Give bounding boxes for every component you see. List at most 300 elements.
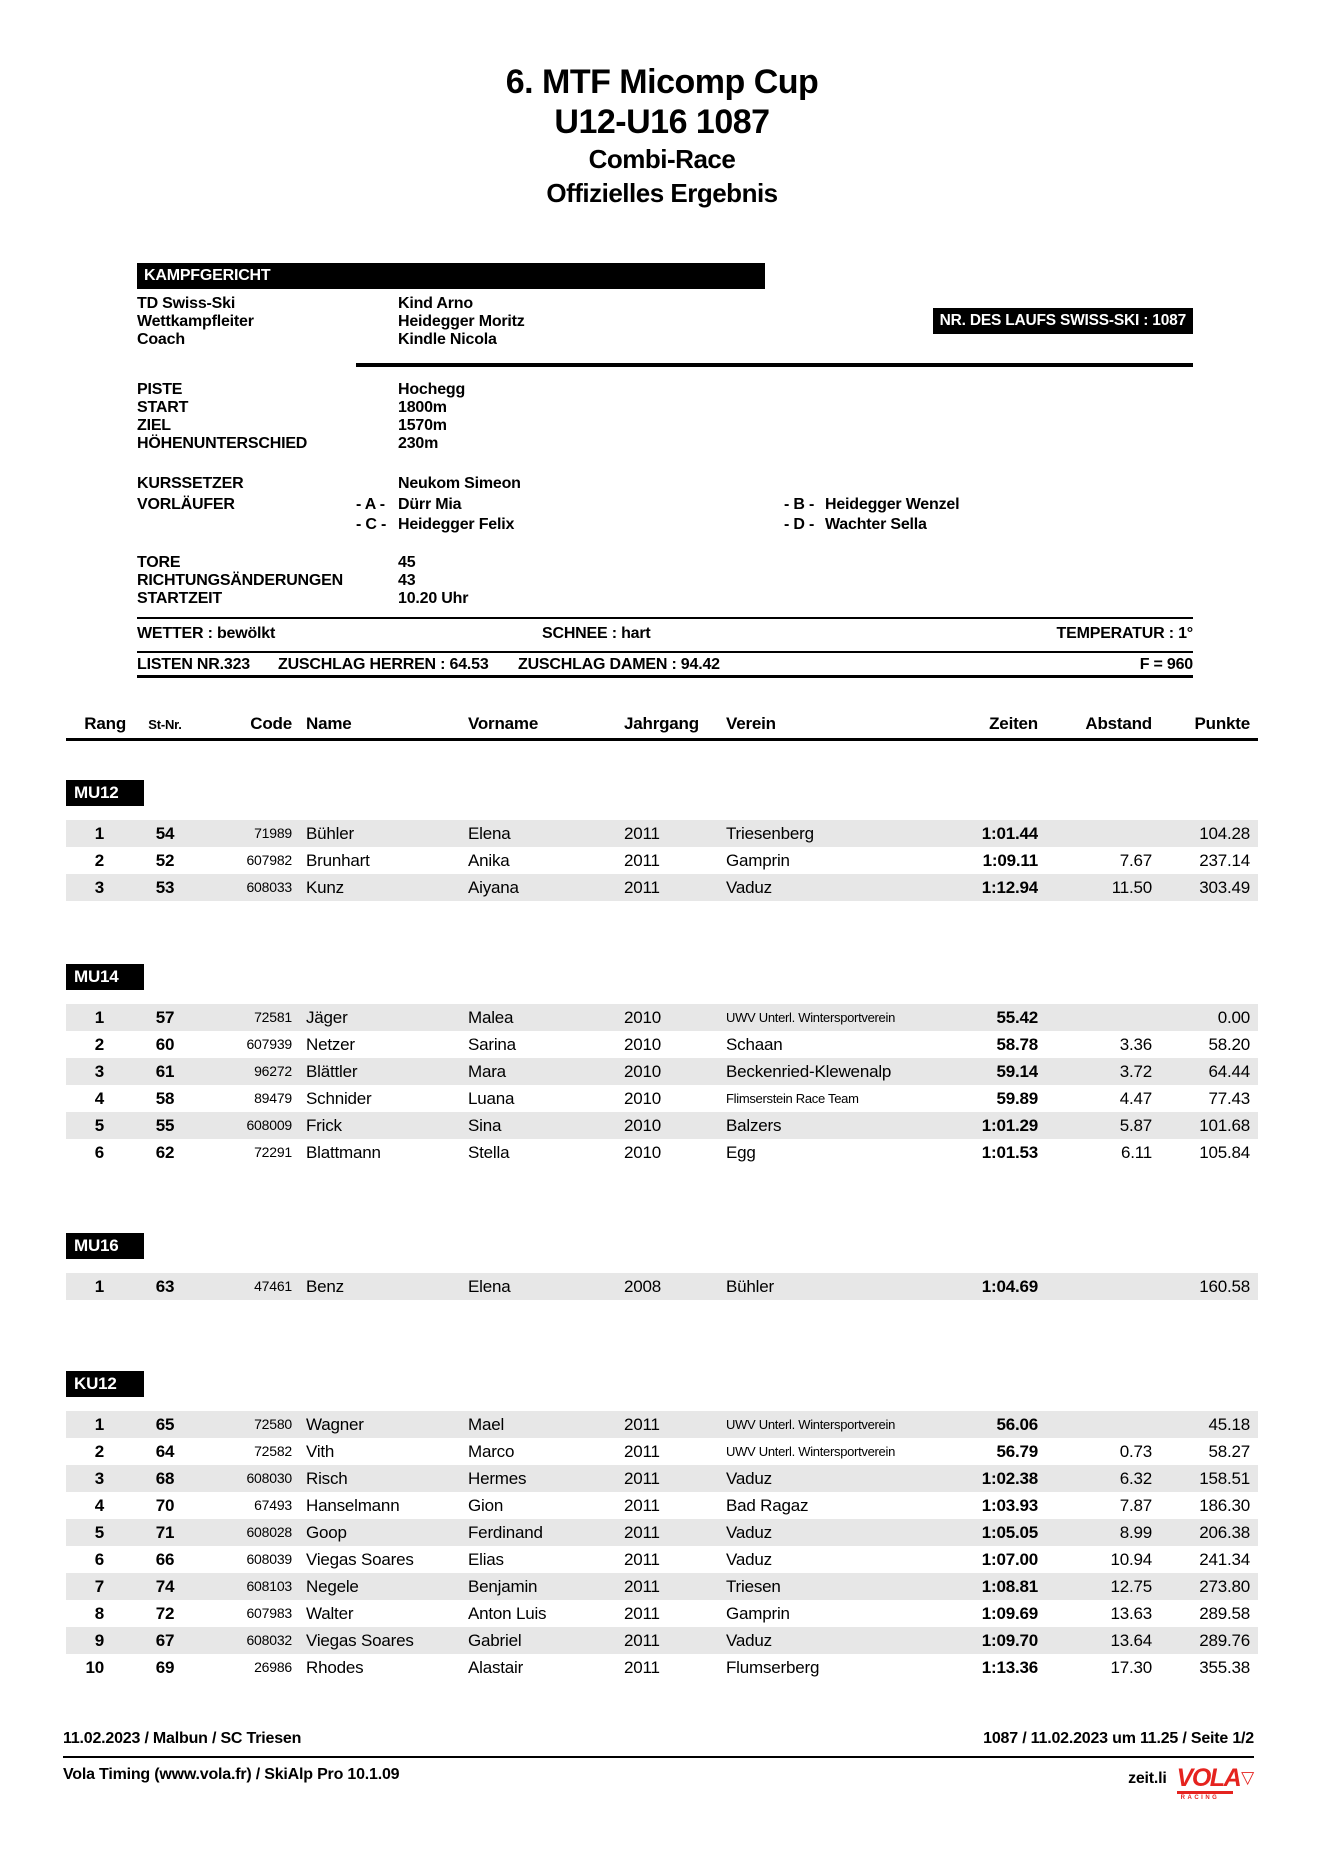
cell-name: Hanselmann — [306, 1496, 400, 1515]
table-row — [66, 1600, 1258, 1627]
cell-points: 206.38 — [1199, 1523, 1250, 1542]
cell-code: 608009 — [246, 1117, 292, 1133]
cell-name: Blättler — [306, 1062, 358, 1081]
gates-value: 43 — [398, 572, 416, 589]
cell-gap: 17.30 — [1110, 1658, 1152, 1677]
course-value: 1570m — [398, 417, 447, 434]
title-block — [0, 62, 1324, 210]
table-row — [66, 1519, 1258, 1546]
column-header-rank: Rang — [84, 714, 126, 733]
cell-points: 303.49 — [1199, 878, 1250, 897]
cell-time: 56.79 — [996, 1442, 1038, 1461]
conditions-top-rule — [137, 617, 1193, 619]
table-row — [66, 1438, 1258, 1465]
zeitli-label: zeit.li — [1128, 1770, 1167, 1787]
jury-row — [137, 295, 1193, 313]
cell-firstname: Ferdinand — [468, 1523, 543, 1542]
forerunner-name: Dürr Mia — [398, 496, 462, 513]
footer-line-2 — [63, 1766, 1254, 1800]
course-label: START — [137, 399, 189, 416]
jury-role-label: Wettkampfleiter — [137, 313, 254, 330]
gates-row — [137, 572, 1193, 590]
vola-logo-triangle-icon: ▽ — [1241, 1768, 1254, 1787]
cell-gap: 8.99 — [1119, 1523, 1152, 1542]
event-title: 6. MTF Micomp Cup — [505, 63, 819, 101]
jury-person-name: Kindle Nicola — [398, 331, 497, 348]
cell-gap — [1038, 1273, 1152, 1300]
cell-year: 2011 — [624, 1604, 660, 1623]
cell-gap — [1038, 1411, 1152, 1438]
gates-label: RICHTUNGSÄNDERUNGEN — [137, 572, 343, 589]
cell-gap: 3.72 — [1119, 1062, 1152, 1081]
jury-rows — [137, 295, 1193, 349]
cell-club: Egg — [726, 1143, 756, 1162]
cell-year: 2011 — [624, 1577, 660, 1596]
cell-club: Triesen — [726, 1577, 781, 1596]
race-type-title: Combi-Race — [588, 144, 736, 174]
cell-rank: 8 — [94, 1604, 104, 1623]
cell-rank: 3 — [94, 878, 104, 897]
cell-firstname: Mael — [468, 1415, 505, 1434]
cell-year: 2011 — [624, 878, 660, 897]
jury-row — [137, 313, 1193, 331]
forerunner-row-1 — [137, 495, 1193, 515]
cell-name: Blattmann — [306, 1143, 381, 1162]
cell-time: 1:05.05 — [981, 1523, 1038, 1542]
cell-firstname: Elena — [468, 824, 511, 843]
cell-year: 2011 — [624, 1631, 660, 1650]
cell-points: 289.58 — [1199, 1604, 1250, 1623]
cell-points: 241.34 — [1199, 1550, 1250, 1569]
forerunner-label: VORLÄUFER — [137, 496, 235, 513]
cell-name: Bühler — [306, 824, 354, 843]
cell-time: 1:01.53 — [981, 1143, 1038, 1162]
vola-logo-text: VOLA — [1176, 1764, 1241, 1792]
forerunner-name: Heidegger Wenzel — [825, 496, 960, 513]
cell-club: Vaduz — [726, 1550, 772, 1569]
temperature-value: TEMPERATUR : 1° — [1056, 625, 1193, 642]
footer-line-1 — [63, 1729, 1254, 1749]
cell-bib: 52 — [155, 851, 175, 870]
cell-firstname: Gion — [468, 1496, 504, 1515]
penalty-women: ZUSCHLAG DAMEN : 94.42 — [518, 656, 720, 673]
cell-firstname: Anika — [468, 851, 510, 870]
cell-club: Flumserberg — [726, 1658, 820, 1677]
category-badge: MU16 — [66, 1233, 144, 1259]
cell-year: 2010 — [624, 1143, 662, 1162]
section-rows — [66, 1273, 1258, 1300]
cell-time: 1:04.69 — [981, 1277, 1038, 1296]
cell-bib: 69 — [155, 1658, 175, 1677]
cell-gap: 0.73 — [1119, 1442, 1152, 1461]
column-header-name: Name — [306, 714, 352, 733]
cell-club: Schaan — [726, 1035, 783, 1054]
cell-time: 59.14 — [996, 1062, 1038, 1081]
cell-rank: 6 — [94, 1143, 104, 1162]
cell-rank: 2 — [94, 1442, 104, 1461]
jury-role-label: Coach — [137, 331, 185, 348]
cell-bib: 74 — [155, 1577, 175, 1596]
cell-points: 158.51 — [1199, 1469, 1250, 1488]
cell-year: 2011 — [624, 1415, 660, 1434]
cell-time: 55.42 — [996, 1008, 1038, 1027]
course-row — [137, 435, 1193, 453]
cell-code: 608032 — [246, 1632, 292, 1648]
footer-branding — [1128, 1766, 1254, 1802]
cell-gap: 13.63 — [1110, 1604, 1152, 1623]
cell-points: 101.68 — [1199, 1116, 1250, 1135]
result-section-mu16 — [66, 1233, 1258, 1300]
cell-time: 1:02.38 — [981, 1469, 1038, 1488]
cell-time: 1:07.00 — [981, 1550, 1038, 1569]
cell-time: 1:09.11 — [982, 851, 1038, 870]
table-row — [66, 1492, 1258, 1519]
cell-rank: 1 — [94, 1415, 104, 1434]
gates-row — [137, 590, 1193, 608]
forerunner-key: - A - — [356, 496, 385, 513]
table-row — [66, 1546, 1258, 1573]
section-rows — [66, 1004, 1258, 1166]
cell-bib: 71 — [155, 1523, 175, 1542]
column-header-firstname: Vorname — [468, 714, 539, 733]
cell-name: Walter — [306, 1604, 354, 1623]
cell-time: 58.78 — [996, 1035, 1038, 1054]
column-header-year: Jahrgang — [624, 714, 699, 733]
category-badge: KU12 — [66, 1371, 144, 1397]
vola-logo — [1177, 1766, 1254, 1802]
gates-rows — [137, 554, 1193, 608]
cell-rank: 3 — [94, 1062, 104, 1081]
cell-year: 2010 — [624, 1089, 662, 1108]
cell-gap: 4.47 — [1119, 1089, 1152, 1108]
course-setter-row — [137, 475, 1193, 493]
vola-logo-racing-text: RACING — [1177, 1791, 1233, 1802]
cell-code: 71989 — [254, 825, 292, 841]
course-row — [137, 399, 1193, 417]
cell-code: 608039 — [246, 1551, 292, 1567]
gates-row — [137, 554, 1193, 572]
table-row — [66, 1654, 1258, 1681]
cell-bib: 55 — [155, 1116, 175, 1135]
cell-year: 2011 — [624, 1658, 660, 1677]
cell-firstname: Alastair — [468, 1658, 524, 1677]
results-body — [66, 780, 1258, 1681]
result-status-title: Offizielles Ergebnis — [546, 178, 778, 208]
cell-code: 72581 — [254, 1009, 292, 1025]
cell-firstname: Marco — [468, 1442, 515, 1461]
cell-points: 104.28 — [1199, 824, 1250, 843]
cell-bib: 63 — [155, 1277, 175, 1296]
table-row — [66, 1058, 1258, 1085]
cell-bib: 62 — [155, 1143, 175, 1162]
table-row — [66, 1139, 1258, 1166]
cell-rank: 5 — [94, 1116, 104, 1135]
cell-name: Schnider — [306, 1089, 372, 1108]
cell-club: Vaduz — [726, 1523, 772, 1542]
gates-label: TORE — [137, 554, 181, 571]
cell-rank: 1 — [94, 824, 104, 843]
cell-year: 2011 — [624, 1523, 660, 1542]
cell-points: 0.00 — [1217, 1008, 1250, 1027]
cell-code: 89479 — [254, 1090, 292, 1106]
race-info-block — [137, 263, 1193, 679]
table-row — [66, 847, 1258, 874]
course-value: 230m — [398, 435, 439, 452]
column-header-time: Zeiten — [989, 714, 1038, 733]
cell-firstname: Elias — [468, 1550, 504, 1569]
results-table — [66, 712, 1258, 1681]
cell-bib: 53 — [155, 878, 175, 897]
cell-name: Brunhart — [306, 851, 370, 870]
footer-race-page-info: 1087 / 11.02.2023 um 11.25 / Seite 1/2 — [983, 1730, 1254, 1747]
cell-gap — [1038, 1004, 1152, 1031]
cell-time: 59.89 — [996, 1089, 1038, 1108]
cell-rank: 6 — [94, 1550, 104, 1569]
cell-rank: 5 — [94, 1523, 104, 1542]
jury-person-name: Kind Arno — [398, 295, 473, 312]
category-badge: MU14 — [66, 964, 144, 990]
cell-points: 289.76 — [1199, 1631, 1250, 1650]
cell-firstname: Sina — [468, 1116, 502, 1135]
footer-date-place: 11.02.2023 / Malbun / SC Triesen — [63, 1730, 302, 1747]
result-section-ku12 — [66, 1371, 1258, 1681]
race-number-box: NR. DES LAUFS SWISS-SKI : 1087 — [933, 308, 1193, 334]
cell-points: 160.58 — [1199, 1277, 1250, 1296]
cell-gap: 12.75 — [1110, 1577, 1152, 1596]
cell-points: 77.43 — [1208, 1089, 1250, 1108]
cell-club: Triesenberg — [726, 824, 814, 843]
cell-name: Viegas Soares — [306, 1631, 414, 1650]
cell-code: 26986 — [254, 1659, 292, 1675]
cell-time: 1:12.94 — [981, 878, 1038, 897]
forerunner-key: - C - — [356, 516, 387, 533]
table-row — [66, 1085, 1258, 1112]
cell-year: 2010 — [624, 1008, 662, 1027]
cell-points: 105.84 — [1199, 1143, 1250, 1162]
cell-year: 2011 — [624, 1496, 660, 1515]
cell-year: 2010 — [624, 1062, 662, 1081]
cell-time: 1:08.81 — [981, 1577, 1038, 1596]
table-row — [66, 874, 1258, 901]
cell-bib: 60 — [155, 1035, 175, 1054]
jury-divider-line — [356, 363, 1193, 367]
cell-points: 45.18 — [1208, 1415, 1250, 1434]
weather-value: WETTER : bewölkt — [137, 625, 276, 642]
conditions-row — [137, 622, 1193, 646]
result-section-mu12 — [66, 780, 1258, 901]
cell-gap — [1038, 820, 1152, 847]
cell-rank: 4 — [94, 1496, 104, 1515]
cell-rank: 9 — [94, 1631, 104, 1650]
cell-name: Vith — [306, 1442, 335, 1461]
snow-value: SCHNEE : hart — [542, 625, 651, 642]
cell-code: 608030 — [246, 1470, 292, 1486]
cell-gap: 11.50 — [1111, 878, 1152, 897]
cell-bib: 65 — [155, 1415, 175, 1434]
course-label: ZIEL — [137, 417, 171, 434]
cell-bib: 70 — [155, 1496, 175, 1515]
cell-bib: 64 — [155, 1442, 175, 1461]
cell-gap: 5.87 — [1119, 1116, 1152, 1135]
cell-bib: 66 — [155, 1550, 175, 1569]
cell-code: 96272 — [254, 1063, 292, 1079]
table-row — [66, 820, 1258, 847]
cell-time: 56.06 — [996, 1415, 1038, 1434]
cell-firstname: Stella — [468, 1143, 510, 1162]
table-row — [66, 1465, 1258, 1492]
cell-code: 72582 — [254, 1443, 292, 1459]
cell-club: Balzers — [726, 1116, 782, 1135]
cell-gap: 10.94 — [1110, 1550, 1152, 1569]
course-row — [137, 417, 1193, 435]
forerunner-key: - D - — [784, 516, 815, 533]
cell-firstname: Gabriel — [468, 1631, 522, 1650]
cell-year: 2011 — [624, 1550, 660, 1569]
cell-club: UWV Unterl. Wintersportverein — [726, 1417, 896, 1432]
event-category-title: U12-U16 1087 — [554, 103, 770, 141]
cell-bib: 72 — [155, 1604, 175, 1623]
forerunner-key: - B - — [784, 496, 815, 513]
list-info-top-rule — [137, 651, 1193, 653]
course-label: PISTE — [137, 381, 183, 398]
cell-rank: 4 — [94, 1089, 104, 1108]
cell-rank: 3 — [94, 1469, 104, 1488]
column-header-gap: Abstand — [1085, 714, 1152, 733]
jury-role-label: TD Swiss-Ski — [137, 295, 236, 312]
cell-time: 1:09.70 — [981, 1631, 1038, 1650]
category-badge: MU12 — [66, 780, 144, 806]
course-row — [137, 381, 1193, 399]
section-rows — [66, 820, 1258, 901]
cell-firstname: Mara — [468, 1062, 506, 1081]
cell-club: UWV Unterl. Wintersportverein — [726, 1444, 896, 1459]
cell-bib: 61 — [155, 1062, 175, 1081]
cell-club: Vaduz — [726, 1631, 772, 1650]
cell-name: Netzer — [306, 1035, 355, 1054]
cell-name: Wagner — [306, 1415, 364, 1434]
cell-points: 186.30 — [1199, 1496, 1250, 1515]
table-row — [66, 1112, 1258, 1139]
list-number: LISTEN NR.323 — [137, 656, 250, 673]
cell-code: 67493 — [254, 1497, 292, 1513]
cell-year: 2011 — [624, 1469, 660, 1488]
cell-firstname: Benjamin — [468, 1577, 538, 1596]
table-row — [66, 1273, 1258, 1300]
footer-rule — [63, 1756, 1254, 1758]
cell-name: Jäger — [306, 1008, 348, 1027]
setter-label: KURSSETZER — [137, 475, 244, 492]
cell-points: 58.27 — [1208, 1442, 1250, 1461]
cell-time: 1:01.29 — [981, 1116, 1038, 1135]
cell-name: Risch — [306, 1469, 348, 1488]
cell-points: 237.14 — [1199, 851, 1250, 870]
cell-name: Negele — [306, 1577, 359, 1596]
cell-rank: 7 — [94, 1577, 104, 1596]
penalty-men: ZUSCHLAG HERREN : 64.53 — [278, 656, 489, 673]
cell-time: 1:03.93 — [981, 1496, 1038, 1515]
cell-bib: 67 — [155, 1631, 175, 1650]
cell-club: Vaduz — [726, 878, 772, 897]
cell-firstname: Elena — [468, 1277, 511, 1296]
cell-name: Goop — [306, 1523, 347, 1542]
column-header-code: Code — [250, 714, 292, 733]
jury-person-name: Heidegger Moritz — [398, 313, 525, 330]
cell-gap: 6.11 — [1120, 1143, 1152, 1162]
f-factor: F = 960 — [1139, 656, 1193, 673]
cell-bib: 58 — [155, 1089, 175, 1108]
cell-name: Frick — [306, 1116, 342, 1135]
cell-rank: 1 — [94, 1277, 104, 1296]
gates-label: STARTZEIT — [137, 590, 223, 607]
cell-name: Rhodes — [306, 1658, 364, 1677]
course-rows — [137, 381, 1193, 453]
cell-code: 607939 — [246, 1036, 292, 1052]
cell-club: Gamprin — [726, 851, 790, 870]
cell-time: 1:13.36 — [981, 1658, 1038, 1677]
results-header-row — [66, 712, 1258, 741]
cell-firstname: Anton Luis — [468, 1604, 547, 1623]
column-header-points: Punkte — [1194, 714, 1250, 733]
cell-rank: 2 — [94, 1035, 104, 1054]
gates-value: 45 — [398, 554, 416, 571]
cell-year: 2011 — [624, 824, 660, 843]
jury-header-bar: KAMPFGERICHT — [137, 263, 765, 289]
cell-name: Kunz — [306, 878, 344, 897]
page-footer — [63, 1729, 1254, 1800]
forerunner-name: Wachter Sella — [825, 516, 927, 533]
cell-year: 2008 — [624, 1277, 662, 1296]
cell-code: 608033 — [246, 879, 292, 895]
table-row — [66, 1004, 1258, 1031]
cell-code: 47461 — [254, 1278, 292, 1294]
cell-code: 607982 — [246, 852, 292, 868]
cell-year: 2011 — [624, 851, 660, 870]
cell-points: 355.38 — [1199, 1658, 1250, 1677]
cell-rank: 10 — [85, 1658, 104, 1677]
cell-gap: 7.67 — [1119, 851, 1152, 870]
cell-club: Beckenried-Klewenalp — [726, 1062, 892, 1081]
cell-bib: 68 — [155, 1469, 175, 1488]
section-rows — [66, 1411, 1258, 1681]
cell-year: 2010 — [624, 1116, 662, 1135]
cell-code: 607983 — [246, 1605, 292, 1621]
cell-code: 72580 — [254, 1416, 292, 1432]
course-value: 1800m — [398, 399, 447, 416]
cell-firstname: Aiyana — [468, 878, 519, 897]
cell-gap: 3.36 — [1119, 1035, 1152, 1054]
cell-gap: 6.32 — [1119, 1469, 1152, 1488]
cell-time: 1:01.44 — [981, 824, 1038, 843]
table-row — [66, 1573, 1258, 1600]
cell-club: Vaduz — [726, 1469, 772, 1488]
cell-year: 2011 — [624, 1442, 660, 1461]
forerunner-name: Heidegger Felix — [398, 516, 515, 533]
footer-software-credit: Vola Timing (www.vola.fr) / SkiAlp Pro 10.1.09 — [63, 1766, 400, 1783]
cell-code: 72291 — [254, 1144, 292, 1160]
table-row — [66, 1031, 1258, 1058]
cell-year: 2010 — [624, 1035, 662, 1054]
gates-value: 10.20 Uhr — [398, 590, 469, 607]
cell-name: Viegas Soares — [306, 1550, 414, 1569]
cell-code: 608028 — [246, 1524, 292, 1540]
cell-firstname: Malea — [468, 1008, 514, 1027]
cell-rank: 2 — [94, 851, 104, 870]
list-info-bottom-rule — [137, 675, 1193, 678]
cell-club: UWV Unterl. Wintersportverein — [726, 1010, 896, 1025]
cell-club: Flimserstein Race Team — [726, 1091, 859, 1106]
cell-gap: 7.87 — [1119, 1496, 1152, 1515]
setter-name: Neukom Simeon — [398, 475, 521, 492]
